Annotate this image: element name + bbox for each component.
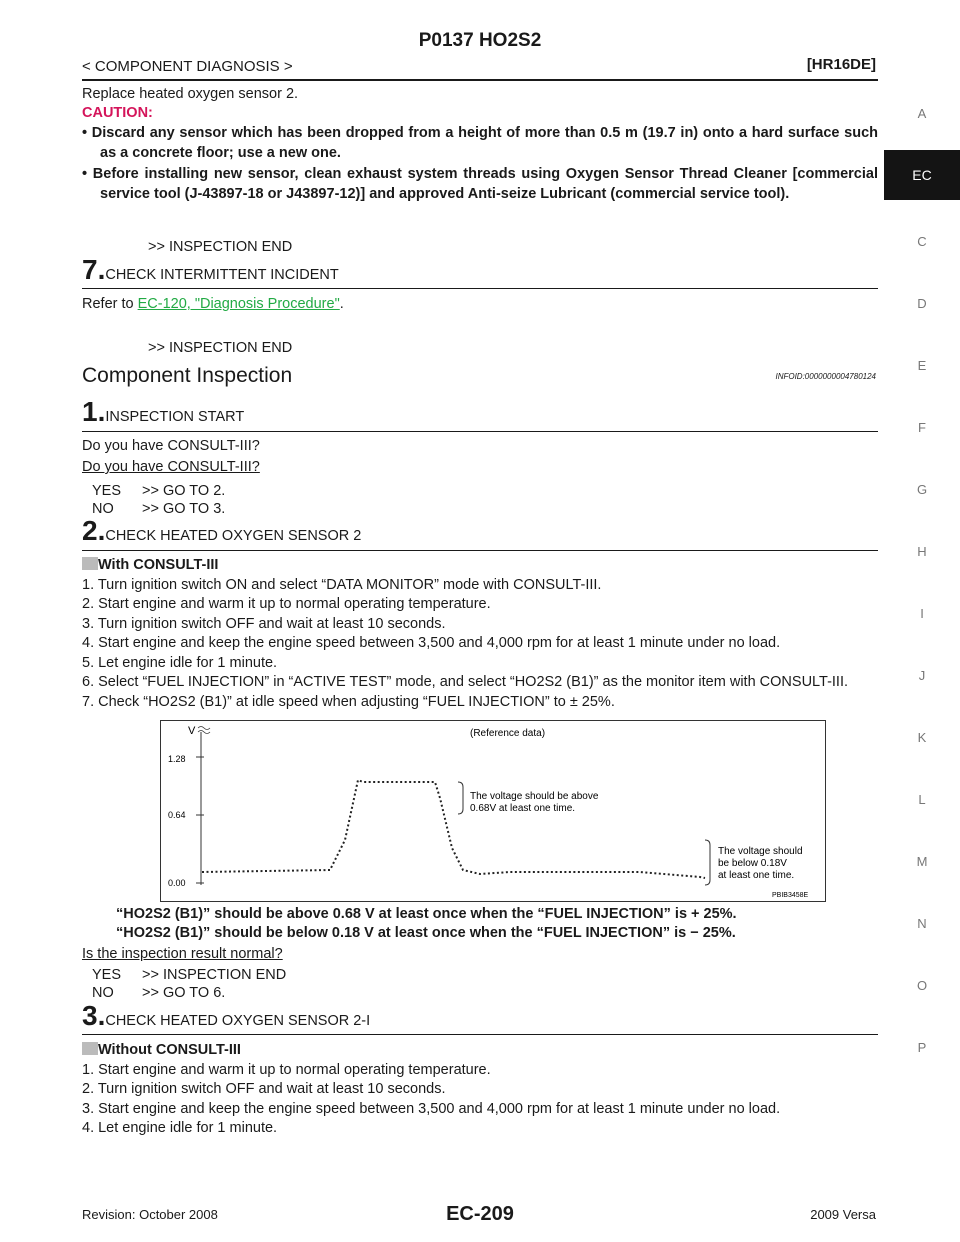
- page-number: EC-209: [446, 1203, 514, 1225]
- step-rule: [82, 288, 878, 289]
- page-title: P0137 HO2S2: [418, 30, 542, 51]
- list-item: 3. Turn ignition switch OFF and wait at least 10 seconds.: [82, 615, 446, 632]
- sidebar-letter-d[interactable]: D: [917, 296, 927, 311]
- refer-suffix: .: [339, 296, 344, 312]
- header-rule: [82, 79, 878, 81]
- sidebar-letter-l[interactable]: L: [918, 792, 926, 807]
- step-3-list: [82, 1041, 878, 1139]
- no-value: >> GO TO 3.: [142, 501, 226, 517]
- step-rule: [82, 550, 878, 551]
- caution-bullet-1: • Discard any sensor which has been dropped from a height of more than 0.5 m (19.7 in) onto a hard surface such as a concrete floor; use a new one.: [82, 125, 878, 161]
- step-number: 2.: [82, 515, 106, 546]
- with-consult-label: With CONSULT-III: [82, 556, 878, 576]
- section-label: < COMPONENT DIAGNOSIS >: [82, 58, 293, 75]
- step-title: CHECK HEATED OXYGEN SENSOR 2-I: [105, 1013, 371, 1029]
- sidebar-letter-p[interactable]: P: [917, 1040, 927, 1055]
- sidebar-letter-m[interactable]: M: [916, 854, 928, 869]
- yes-key: YES: [92, 483, 122, 499]
- step-rule: [82, 1034, 878, 1035]
- sidebar-letter-f[interactable]: F: [918, 420, 926, 435]
- list-item: 3. Start engine and keep the engine speed between 3,500 and 4,000 rpm for at least 1 minute under no load.: [82, 1100, 781, 1117]
- figure-code: PBIB3458E: [772, 892, 809, 899]
- reference-voltage-chart: [160, 720, 826, 902]
- y-tick-label: 1.28: [168, 754, 186, 764]
- no-key: NO: [92, 501, 114, 517]
- no-value: >> GO TO 6.: [142, 985, 226, 1001]
- list-item: 2. Turn ignition switch OFF and wait at least 10 seconds.: [82, 1081, 446, 1097]
- list-item: 1. Turn ignition switch ON and select “DATA MONITOR” mode with CONSULT-III.: [82, 576, 602, 593]
- refer-prefix: Refer to: [82, 296, 138, 312]
- y-tick-label: 0.00: [168, 878, 186, 888]
- sidebar-letter-k[interactable]: K: [917, 730, 927, 745]
- revision-date: Revision: October 2008: [82, 1207, 218, 1222]
- consult-tag-icon: [82, 557, 98, 570]
- inspection-end-2: >> INSPECTION END: [148, 340, 293, 356]
- list-item: 4. Let engine idle for 1 minute.: [82, 1120, 278, 1136]
- model-name: 2009 Versa: [810, 1207, 876, 1222]
- step-2-heading: [82, 515, 361, 547]
- step-title: CHECK HEATED OXYGEN SENSOR 2: [105, 528, 362, 544]
- question-underlined: Is the inspection result normal?: [82, 946, 283, 962]
- step-2-list: [82, 556, 878, 712]
- list-item: 5. Let engine idle for 1 minute.: [82, 654, 278, 671]
- list-item: 6. Select “FUEL INJECTION” in “ACTIVE TEST” mode, and select “HO2S2 (B1)” as the monitor item with CONSULT-III.: [82, 674, 849, 690]
- step-3-heading: [82, 1000, 370, 1032]
- result-low: “HO2S2 (B1)” should be below 0.18 V at least once when the “FUEL INJECTION” is − 25%.: [116, 925, 736, 941]
- sidebar-letter-h[interactable]: H: [917, 544, 927, 559]
- engine-label: [HR16DE]: [806, 56, 876, 73]
- list-item: 7. Check “HO2S2 (B1)” at idle speed when adjusting “FUEL INJECTION” to ± 25%.: [82, 693, 615, 710]
- high-note-line: 0.68V at least one time.: [470, 803, 576, 814]
- yes-value: >> GO TO 2.: [142, 483, 226, 499]
- high-note-line: The voltage should be above: [470, 791, 599, 802]
- refer-text: [82, 295, 344, 314]
- list-item: 4. Start engine and keep the engine speed between 3,500 and 4,000 rpm for at least 1 minute under no load.: [82, 635, 781, 651]
- step-title: INSPECTION START: [105, 409, 245, 425]
- sidebar-letter-i[interactable]: I: [920, 606, 924, 621]
- step-rule: [82, 431, 878, 432]
- yes-row: [92, 482, 225, 501]
- sidebar-letter-g[interactable]: G: [916, 482, 928, 497]
- info-id: INFOID:0000000004780124: [775, 372, 876, 381]
- sidebar-letter-n[interactable]: N: [917, 916, 927, 931]
- no-key: NO: [92, 985, 114, 1001]
- diagnosis-procedure-link[interactable]: EC-120, "Diagnosis Procedure": [137, 296, 340, 312]
- replace-text: Replace heated oxygen sensor 2.: [82, 86, 299, 102]
- caution-label: CAUTION:: [82, 105, 153, 121]
- low-note-line: at least one time.: [718, 870, 795, 881]
- yes-value: >> INSPECTION END: [142, 967, 287, 983]
- section-title: Component Inspection: [82, 364, 293, 387]
- list-item: 2. Start engine and warm it up to normal operating temperature.: [82, 596, 491, 612]
- result-high: “HO2S2 (B1)” should be above 0.68 V at least once when the “FUEL INJECTION” is + 25%.: [116, 906, 737, 922]
- sidebar-letter-c[interactable]: C: [917, 234, 927, 249]
- sidebar-letter-j[interactable]: J: [918, 668, 926, 683]
- yes-row: [92, 966, 286, 985]
- question-text: Do you have CONSULT-III?: [82, 438, 260, 454]
- step-title: CHECK INTERMITTENT INCIDENT: [105, 267, 339, 283]
- inspection-end-1: >> INSPECTION END: [148, 239, 293, 255]
- y-unit-label: V: [188, 725, 196, 737]
- sidebar-letter-a[interactable]: A: [917, 106, 927, 121]
- low-note-line: be below 0.18V: [718, 858, 787, 869]
- step-number: 7.: [82, 254, 106, 285]
- list-item: 1. Start engine and warm it up to normal operating temperature.: [82, 1061, 491, 1078]
- step-number: 3.: [82, 1000, 106, 1031]
- step-7-heading: [82, 254, 339, 286]
- y-tick-label: 0.64: [168, 810, 186, 820]
- caution-bullet-2: • Before installing new sensor, clean exhaust system threads using Oxygen Sensor Thread Cleaner [commercial service tool (J-43897-18 or J43897-12)] and approved Anti-seize Lubricant (commercial service tool).: [82, 166, 878, 202]
- question-underlined: Do you have CONSULT-III?: [82, 459, 260, 475]
- yes-key: YES: [92, 967, 122, 983]
- reference-data-label: (Reference data): [470, 728, 546, 739]
- step-number: 1.: [82, 396, 106, 427]
- sidebar-letter-e[interactable]: E: [917, 358, 927, 373]
- consult-tag-icon: [82, 1042, 98, 1055]
- sidebar-letter-o[interactable]: O: [916, 978, 928, 993]
- without-consult-label: Without CONSULT-III: [82, 1041, 878, 1061]
- low-note-line: The voltage should: [718, 846, 803, 857]
- step-1-heading: [82, 396, 244, 428]
- sidebar-active-ec[interactable]: EC: [884, 150, 960, 200]
